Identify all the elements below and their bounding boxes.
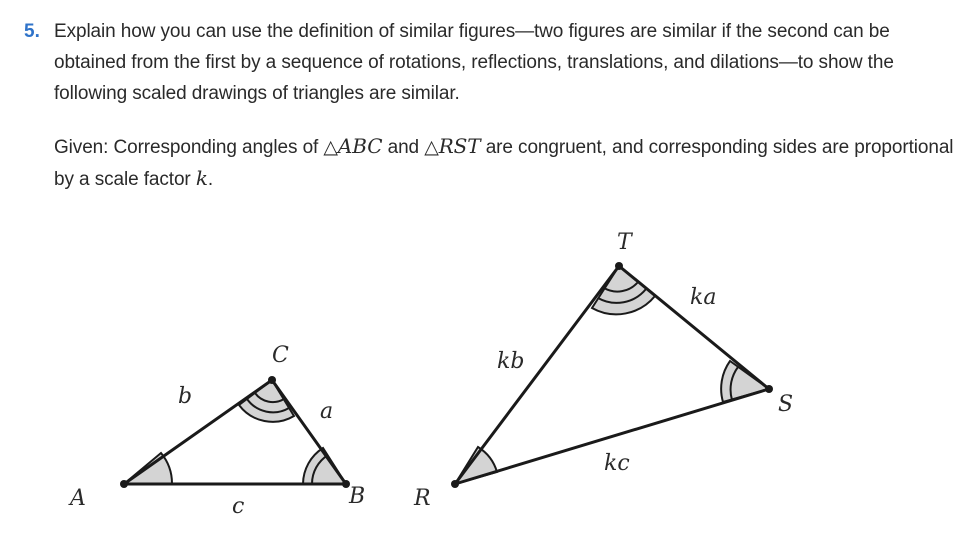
label-side-a: a xyxy=(320,399,334,424)
label-vertex-s: S xyxy=(778,392,794,417)
scale-factor-k: k xyxy=(195,166,208,190)
given-middle: are congruent, and corresponding sides are proportional by a scale factor xyxy=(54,137,954,190)
triangle-rst-name: RST xyxy=(438,134,481,158)
label-side-c: c xyxy=(232,494,245,519)
vertex-r-dot xyxy=(451,480,459,488)
question-text: Explain how you can use the definition of similar figures—two figures are similar if the second can be obtained from the first by a sequence of rotations, reflections, translations, and dilations—to show the following scaled drawings of triangles are similar. xyxy=(54,21,894,104)
triangle-symbol-2: △ xyxy=(424,136,439,158)
given-and: and xyxy=(382,137,425,158)
label-vertex-c: C xyxy=(272,343,289,368)
triangle-abc xyxy=(68,343,365,519)
vertex-t-dot xyxy=(615,262,623,270)
label-vertex-r: R xyxy=(414,486,431,511)
vertex-s-dot xyxy=(765,385,773,393)
vertex-a-dot xyxy=(120,480,128,488)
triangle-abc-name: ABC xyxy=(337,134,383,158)
question-number: 5. xyxy=(24,21,40,42)
label-vertex-t: T xyxy=(617,230,632,255)
label-side-kb: kb xyxy=(497,349,525,374)
triangle-rst xyxy=(413,230,793,511)
given-prefix: Given: Corresponding angles of xyxy=(54,137,324,158)
given-end: . xyxy=(207,169,214,190)
label-side-kc: kc xyxy=(604,451,630,476)
label-vertex-b: B xyxy=(349,484,366,509)
label-vertex-a: A xyxy=(70,486,86,511)
label-side-ka: ka xyxy=(690,285,717,310)
vertex-c-dot xyxy=(268,376,276,384)
triangle-symbol-1: △ xyxy=(323,136,338,158)
label-side-b: b xyxy=(178,384,193,409)
